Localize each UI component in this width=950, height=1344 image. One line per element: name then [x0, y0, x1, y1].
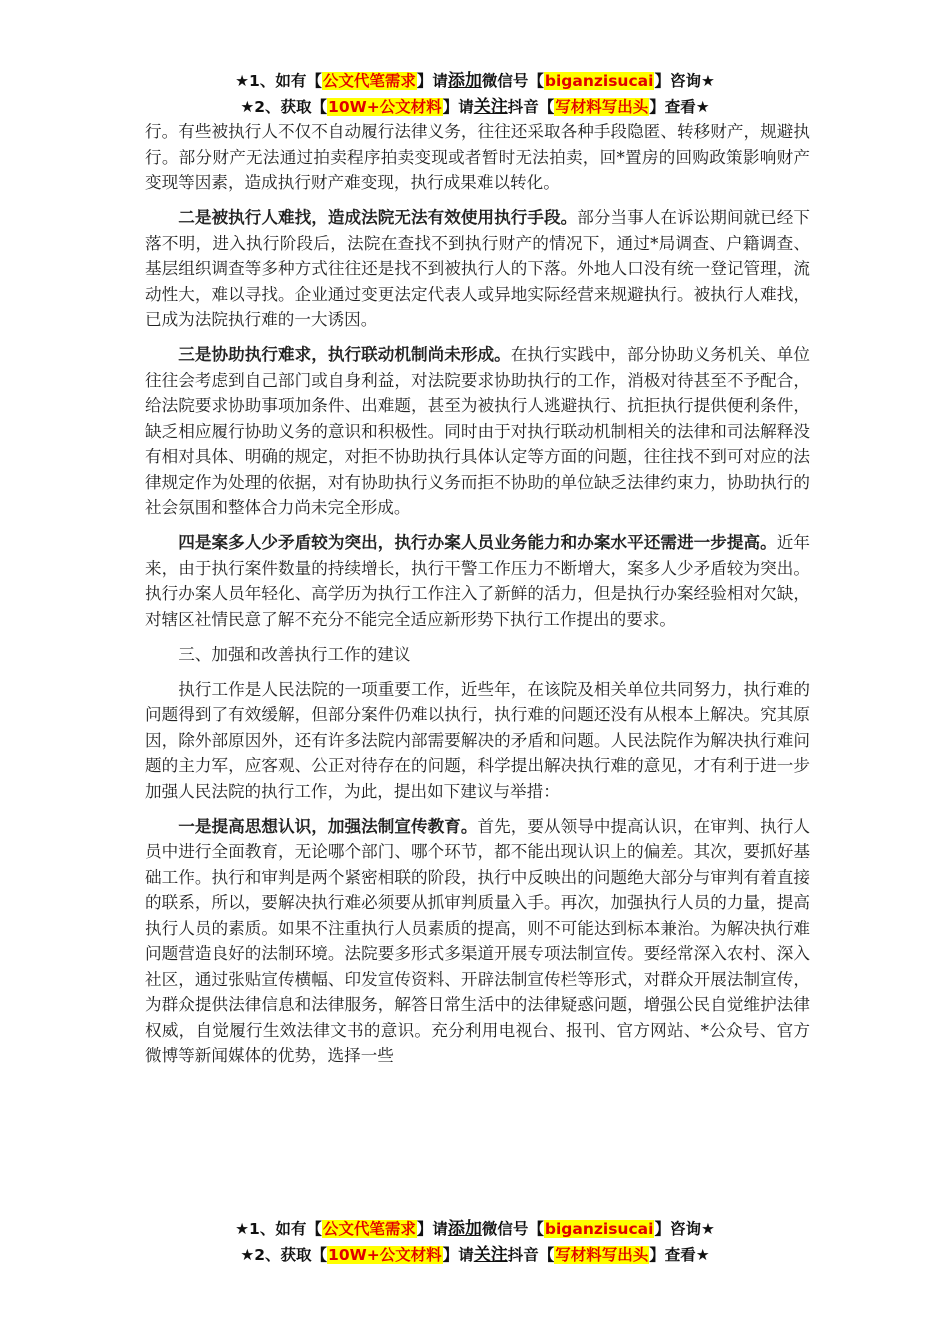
promo-highlight: 公文代笔需求 [322, 1220, 416, 1238]
promo-text: 抖音【 [507, 1246, 555, 1264]
promo-text: 】请 [416, 1220, 448, 1238]
promo-text: 】查看★ [649, 1246, 710, 1264]
promo-footer [0, 1216, 950, 1268]
section-heading: 三、加强和改善执行工作的建议 [178, 644, 411, 664]
promo-line-2 [0, 1242, 950, 1268]
paragraph-lead: 二是被执行人难找，造成法院无法有效使用执行手段。 [178, 207, 578, 227]
promo-highlight: 10W+公文材料 [328, 1246, 442, 1264]
promo-line-1 [0, 68, 950, 94]
promo-highlight: 10W+公文材料 [328, 98, 442, 116]
paragraph-text: 近年来，由于执行案件数量的持续增长，执行干警工作压力不断增大，案多人少矛盾较为突出。执行办案人员年轻化、高学历为执行工作注入了新鲜的活力，但是执行办案经验相对欠缺，对辖区社情民意了解不充分不能完全适应新形势下执行工作提出的要求。 [145, 533, 811, 629]
paragraph-text: 首先，要从领导中提高认识，在审判、执行人员中进行全面教育，无论哪个部门、哪个环节，都不能出现认识上的偏差。其次，要抓好基础工作。执行和审判是两个紧密相联的阶段，执行中反映出的问题绝大部分与审判有着直接的联系，所以，要解决执行难必须要从抓审判质量入手。再次，加强执行人员的力量，提高执行人员的素质。如果不注重执行人员素质的提高，则不可能达到标本兼治。为解决执行难问题营造良好的法制环境。法院要多形式多渠道开展专项法制宣传。要经常深入农村、深入社区，通过张贴宣传横幅、印发宣传资料、开辟法制宣传栏等形式，对群众开展法制宣传，为群众提供法律信息和法律服务，解答日常生活中的法律疑惑问题，增强公民自觉维护法律权威，自觉履行生效法律文书的意识。充分利用电视台、报刊、官方网站、*公众号、官方微博等新闻媒体的优势，选择一些 [145, 816, 811, 1065]
promo-header [0, 68, 950, 120]
promo-line-2 [0, 94, 950, 120]
promo-text: ★2、获取【 [240, 98, 328, 116]
paragraph-suggestion-1 [145, 814, 810, 1069]
promo-douyin-id: 写材料写出头 [555, 98, 649, 116]
document-body [145, 119, 810, 1078]
promo-underlined: 添加 [447, 71, 482, 91]
paragraph-lead: 三是协助执行难求，执行联动机制尚未形成。 [178, 344, 511, 364]
paragraph-text: 部分当事人在诉讼期间就已经下落不明，进入执行阶段后，法院在查找不到执行财产的情况下，通过*局调查、户籍调查、基层组织调查等多种方式往往还是找不到被执行人的下落。外地人口没有统一登记管理，流动性大，难以寻找。企业通过变更法定代表人或异地实际经营来规避执行。被执行人难找，已成为法院执行难的一大诱因。 [145, 208, 811, 329]
promo-underlined: 添加 [447, 1219, 482, 1239]
promo-text: 】请 [442, 1246, 474, 1264]
promo-line-1 [0, 1216, 950, 1242]
paragraph-intro: 执行工作是人民法院的一项重要工作，近些年，在该院及相关单位共同努力，执行难的问题得到了有效缓解，但部分案件仍难以执行，执行难的问题还没有从根本上解决。究其原因，除外部原因外，还有许多法院内部需要解决的矛盾和问题。人民法院作为解决执行难问题的主力军，应客观、公正对待存在的问题，科学提出解决执行难的意见，才有利于进一步加强人民法院的执行工作，为此，提出如下建议与举措： [145, 679, 810, 801]
promo-highlight: 公文代笔需求 [322, 72, 416, 90]
promo-underlined: 关注 [473, 97, 508, 117]
paragraph-lead: 一是提高思想认识，加强法制宣传教育。 [178, 815, 478, 836]
promo-text: 抖音【 [507, 98, 555, 116]
promo-underlined: 关注 [473, 1245, 508, 1265]
promo-text: ★2、获取【 [240, 1246, 328, 1264]
paragraph-continuation: 行。有些被执行人不仅不自动履行法律义务，往往还采取各种手段隐匿、转移财产，规避执行。部分财产无法通过拍卖程序拍卖变现或者暂时无法拍卖，回*置房的回购政策影响财产变现等因素，造成执行财产难变现，执行成果难以转化。 [145, 122, 810, 192]
promo-wechat-id: biganzisucai [544, 1220, 654, 1238]
promo-text: 】咨询★ [654, 72, 715, 90]
paragraph-point-4 [145, 530, 810, 632]
paragraph-lead: 四是案多人少矛盾较为突出，执行办案人员业务能力和办案水平还需进一步提高。 [178, 532, 777, 552]
promo-wechat-id: biganzisucai [544, 72, 654, 90]
promo-douyin-id: 写材料写出头 [555, 1246, 649, 1264]
promo-text: 】请 [416, 72, 448, 90]
promo-text: 】咨询★ [654, 1220, 715, 1238]
paragraph-point-3 [145, 342, 810, 521]
paragraph-text: 在执行实践中，部分协助义务机关、单位往往会考虑到自己部门或自身利益，对法院要求协助执行的工作，消极对待甚至不予配合，给法院要求协助事项加条件、出难题，甚至为被执行人逃避执行、抗拒执行提供便利条件，缺乏相应履行协助义务的意识和积极性。同时由于对执行联动机制相关的法律和司法解释没有相对具体、明确的规定，对拒不协助执行具体认定等方面的问题，往往找不到可对应的法律规定作为处理的依据，对有协助执行义务而拒不协助的单位缺乏法律约束力，协助执行的社会氛围和整体合力尚未完全形成。 [145, 345, 811, 517]
promo-text: ★1、如有【 [235, 72, 322, 90]
paragraph-point-2 [145, 205, 810, 333]
promo-text: 】请 [442, 98, 474, 116]
promo-text: 微信号【 [481, 72, 544, 90]
promo-text: ★1、如有【 [235, 1220, 322, 1238]
promo-text: 】查看★ [649, 98, 710, 116]
promo-text: 微信号【 [481, 1220, 544, 1238]
